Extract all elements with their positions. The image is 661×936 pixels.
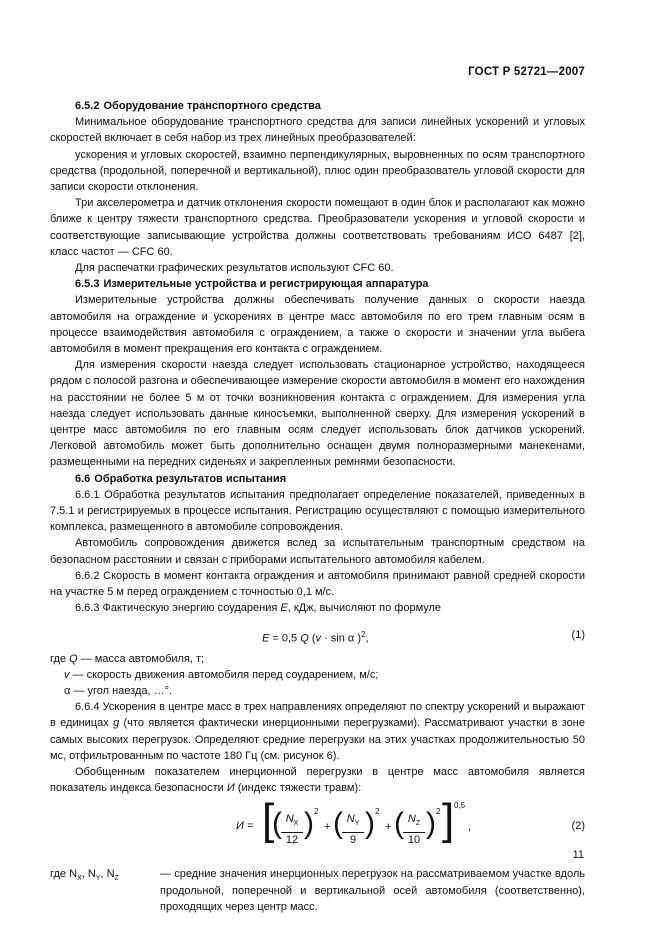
paragraph: Три акселерометра и датчик отклонения скорости помещают в один блок и располагают как можно ближе к центру тяжести транспортного средства. Преобразователи ускорения и угловой скорости и соответствующие записывающие устройства должны соответствовать требованиям ИСО 6487 [2], класс частот — CFC 60. [50, 197, 585, 258]
section-heading-6-6: 6.6 Обработка результатов испытания [75, 472, 287, 485]
paragraph: Автомобиль сопровождения движется вслед за испытательным транспортным средством на безопасном расстоянии и связан с приборами испытательного автомобиля кабелем. [50, 537, 585, 566]
formula-1-expression: E = 0,5 Q (v · sin α )$^2$, [262, 629, 369, 645]
section-heading-6-5-3: 6.5.3 Измерительные устройства и регистрирующая аппаратура [75, 278, 429, 291]
paragraph: ускорения и угловых скоростей, взаимно перпендикулярных, выровненных по осям транспортного средства (продольной, поперечной и вертикальной), плюс один преобразователь угловой скорости для записи скорости отклонения. [50, 148, 585, 194]
formula-2-legend [50, 866, 585, 915]
formula-1 [50, 621, 585, 649]
formula-2-lhs: И = [236, 820, 254, 833]
fraction-ny: $\frac{N_Y}{9}$ [342, 812, 364, 846]
paragraph: Обобщенным показателем инерционной перегрузки в центре масс автомобиля является показатель индекса безопасности И (индекс тяжести травм): [50, 765, 585, 795]
paragraph: Для распечатки графических результатов используют CFC 60. [75, 262, 394, 275]
legend-text: — средние значения инерционных перегрузок на рассматриваемом участке вдоль продольной, поперечной и вертикальной осей автомобиля (соответственно), проходящих через центр масс. [160, 868, 585, 913]
formula-2-number: (2) [571, 820, 585, 833]
legend-label: где $N_X$, $N_Y$, $N_Z$ [50, 868, 119, 883]
legend-alpha: α — угол наезда, …°. [64, 684, 173, 697]
right-bracket: ] [442, 795, 455, 845]
paragraph-6-6-2: 6.6.2 Скорость в момент контакта ограждения и автомобиля принимают равной средней скорости на участке 5 м перед ограждением с точностью 0,1 м/с. [50, 569, 585, 599]
document-body [50, 98, 585, 915]
fraction-nx: $\frac{N_X}{12}$ [281, 812, 303, 846]
page-number: 11 [572, 849, 584, 861]
left-bracket: [ [262, 795, 275, 845]
paragraph-6-6-1: 6.6.1 Обработка результатов испытания предполагает определение показателей, приведенных в 7.5.1 и регистрируемых в процессе испытания. Регистрацию осуществляют с помощью измерительного комплекса, размещенного в автомобиле сопровождения. [50, 488, 585, 534]
formula-1-number: (1) [571, 628, 585, 641]
fraction-nz: $\frac{N_Z}{10}$ [403, 812, 425, 846]
paragraph: Минимальное оборудование транспортного средства для записи линейных ускорений и угловых скоростей включает в себя набор из трех линейных преобразователей: [50, 116, 585, 145]
formula-1-legend [50, 651, 585, 700]
paragraph: Измерительные устройства должны обеспечивать получение данных о скорости наезда автомобиля на ограждение и ускорениях в центре масс автомобиля по его трем главным осям в процессе взаимодействия автомобиля с ограждением, а также о скорости и значении угла выбега автомобиля в момент прекращения его контакта с ограждением. [50, 294, 585, 356]
formula-2: И = [ ( $\frac{N_X}{12}$ ) 2 + ( $\frac{N_Y}{9}$ ) 2 + ( $\frac{N_Z}{10}$ ) 2 ] 0,5 , (2) [236, 795, 585, 846]
paragraph-6-6-4: 6.6.4 Ускорения в центре масс в трех направлениях определяют по спектру ускорений и выражают в единицах g (что является фактически инерционными перегрузками). Рассматривают участки в зоне самых высоких перегрузок. Определяют средние перегрузки на этих участках продолжительностью 50 мс, отфильтрованным по частоте 180 Гц (см. рисунок 6). [50, 701, 585, 762]
paragraph-6-6-3: 6.6.3 Фактическую энергию соударения E, кДж, вычисляют по формуле [75, 602, 442, 615]
section-heading-6-5-2: 6.5.2 Оборудование транспортного средства [75, 100, 321, 112]
legend-q: где Q — масса автомобиля, т; [50, 652, 205, 665]
legend-v: v — скорость движения автомобиля перед соударением, м/с; [64, 668, 379, 681]
standard-designation: ГОСТ Р 52721—2007 [468, 66, 585, 78]
paragraph: Для измерения скорости наезда следует использовать стационарное устройство, находящееся рядом с полосой разгона и обеспечивающее измерение скорости автомобиля в момент его нахождения на расстоянии не более 5 м от точки возникновения контакта с ограждением. Для измерения угла наезда следует использовать данные киносъемки, выполненной сверху. Для измерения ускорений в центре масс автомобиля по его главным осям следует использовать блок датчиков ускорений. Легковой автомобиль может быть дополнительно оснащен двумя полноразмерными манекенами, размещенными на передних сиденьях и закрепленных ремнями безопасности. [50, 359, 585, 469]
